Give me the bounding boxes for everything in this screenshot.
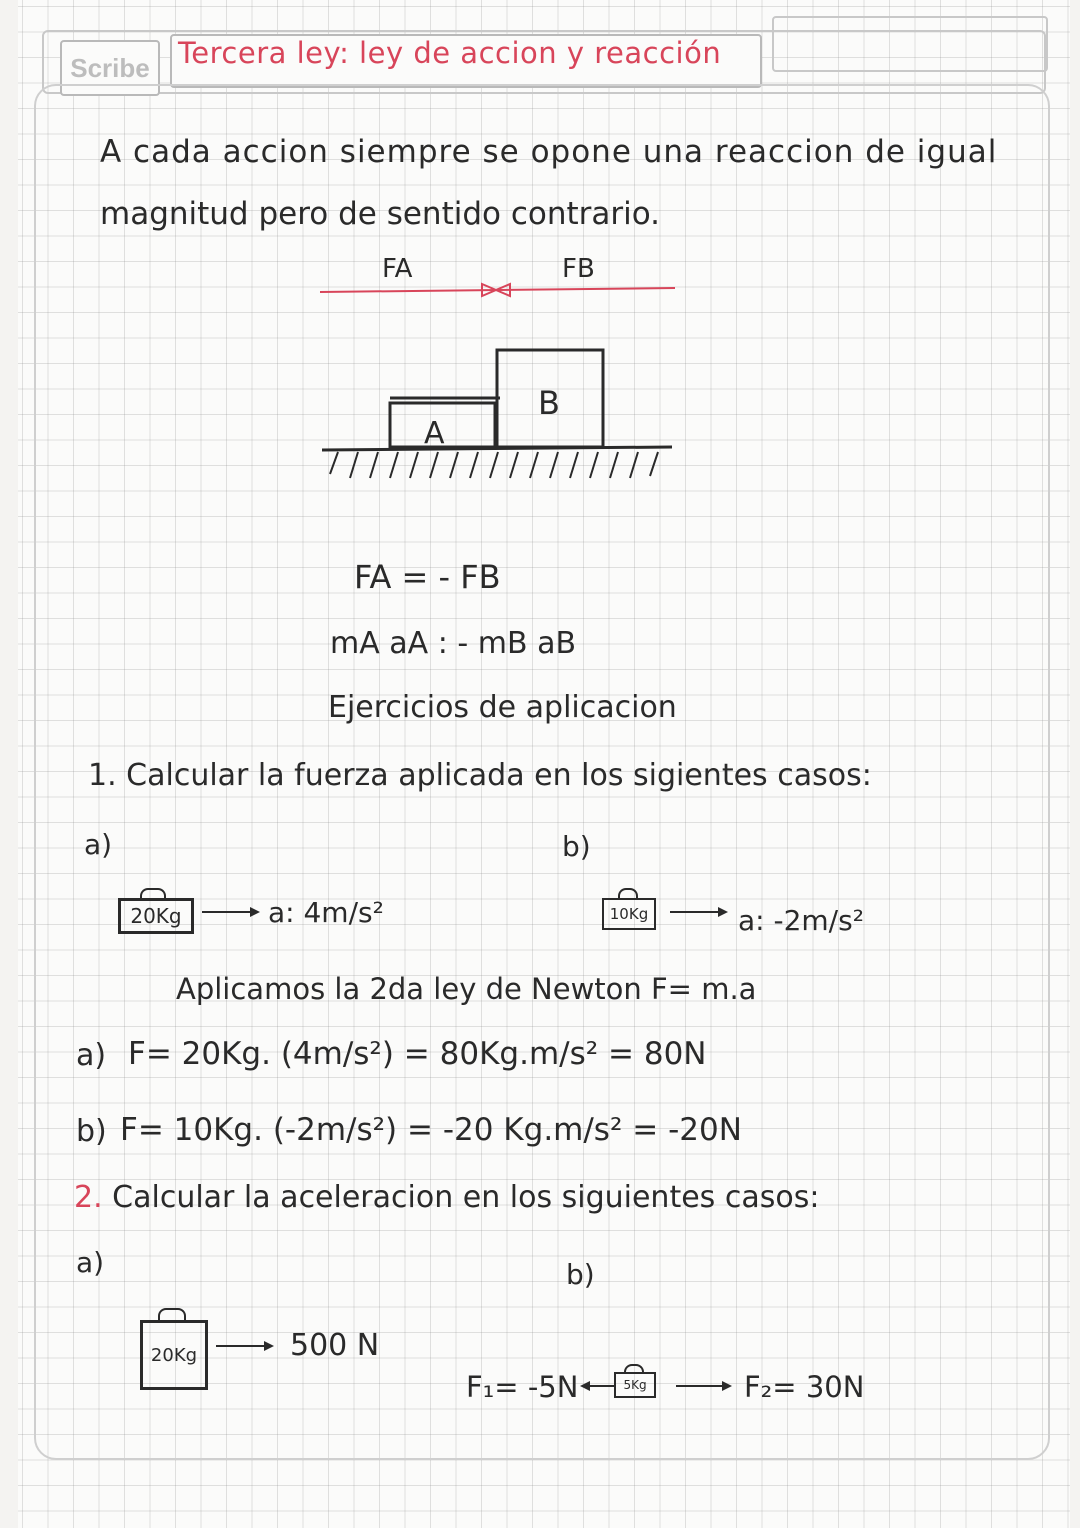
exercise-1-label-a: a) [84, 828, 113, 861]
ground-line [322, 447, 672, 450]
exercise-2-label-a: a) [76, 1246, 105, 1279]
arrow-2b-right [674, 1376, 736, 1396]
ground-hatching [330, 452, 658, 478]
mass-1a-label: 20Kg [130, 904, 182, 928]
section-title: Ejercicios de aplicacion [328, 690, 677, 725]
force-b-label: FB [562, 254, 595, 284]
mass-1b [602, 898, 656, 930]
exercise-1-accel-b: a: -2m/s² [738, 904, 864, 937]
arrow-1a [200, 902, 264, 922]
arrow-1b [668, 902, 732, 922]
equation-forces: FA = - FB [354, 558, 501, 596]
exercise-2-prompt [74, 1180, 819, 1215]
mass-2b-label: 5Kg [623, 1378, 647, 1392]
page-title: Tercera ley: ley de accion y reacción [178, 36, 722, 70]
exercise-2-label-b: b) [566, 1258, 595, 1291]
solution-b: F= 10Kg. (-2m/s²) = -20 Kg.m/s² = -20N [120, 1112, 742, 1148]
block-a-label: A [424, 416, 445, 451]
solution-a-label: a) [76, 1038, 107, 1073]
date-box [772, 16, 1048, 72]
brand-label: Scribe [70, 52, 150, 83]
mass-2b [614, 1372, 656, 1398]
force-a-label: FA [382, 254, 413, 284]
exercise-2-text: Calcular la aceleracion en los siguientes casos: [102, 1180, 820, 1215]
exercise-2-number: 2. [74, 1180, 103, 1215]
newton-law-line: Aplicamos la 2da ley de Newton F= m.a [176, 972, 757, 1006]
mass-1a [118, 898, 194, 934]
intro-line-1: A cada accion siempre se opone una reaccion de igual [100, 134, 998, 170]
exercise-2-force-a: 500 N [290, 1328, 380, 1363]
exercise-2-force-b2: F₂= 30N [744, 1370, 865, 1404]
exercise-1-prompt: 1. Calcular la fuerza aplicada en los sigientes casos: [88, 758, 872, 793]
mass-1b-label: 10Kg [609, 905, 649, 923]
solution-b-label: b) [76, 1114, 107, 1149]
equation-masses: mA aA : - mB aB [330, 626, 577, 661]
action-reaction-diagram [300, 240, 690, 500]
arrow-2a [214, 1336, 278, 1356]
block-b-label: B [538, 384, 560, 422]
arrow-2b-left [578, 1376, 618, 1396]
mass-2a-label: 20Kg [150, 1344, 198, 1366]
exercise-1-accel-a: a: 4m/s² [268, 896, 384, 929]
exercise-1-label-b: b) [562, 830, 591, 863]
mass-2a [140, 1320, 208, 1390]
solution-a: F= 20Kg. (4m/s²) = 80Kg.m/s² = 80N [128, 1036, 707, 1072]
intro-line-2: magnitud pero de sentido contrario. [100, 196, 661, 232]
exercise-2-force-b1: F₁= -5N [466, 1370, 579, 1404]
